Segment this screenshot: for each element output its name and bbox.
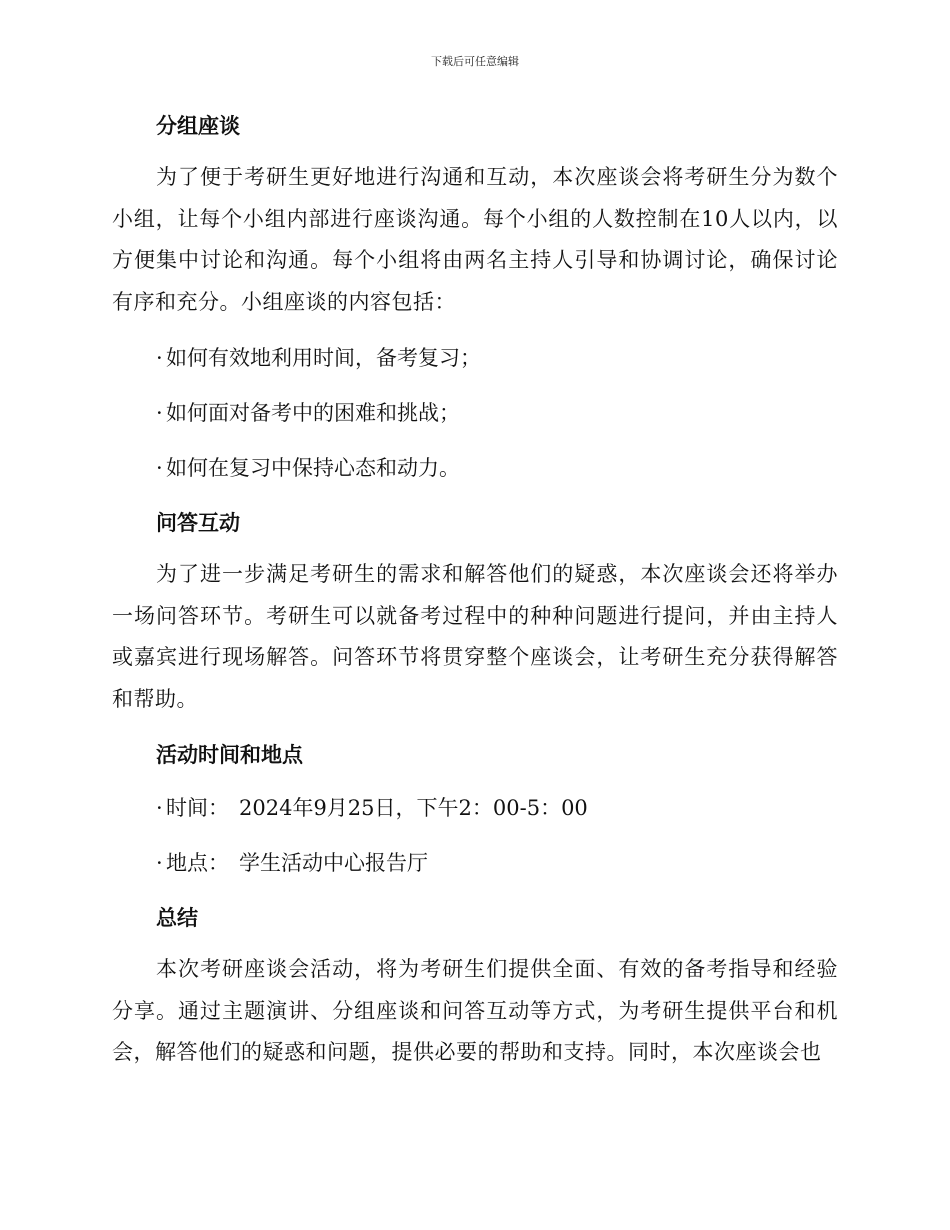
section-body-qa: 为了进一步满足考研生的需求和解答他们的疑惑，本次座谈会还将举办一场问答环节。考研生可以就备考过程中的种种问题进行提问，并由主持人或嘉宾进行现场解答。问答环节将贯穿整个座谈会，让考研生充分获得解答和帮助。	[112, 562, 838, 711]
list-item-place	[112, 841, 838, 896]
place-value: 学生活动中心报告厅	[239, 851, 428, 875]
section-body-summary: 本次考研座谈会活动，将为考研生们提供全面、有效的备考指导和经验分享。通过主题演讲、分组座谈和问答互动等方式，为考研生提供平台和机会，解答他们的疑惑和问题，提供必要的帮助和支持。同时，本次座谈会也	[112, 957, 838, 1064]
bullet-dot: ·	[156, 796, 163, 820]
bullet-dot: ·	[156, 401, 163, 425]
place-label: 地点：	[166, 851, 229, 875]
bullet-text: 如何有效地利用时间，备考复习；	[166, 346, 481, 370]
list-item	[112, 391, 838, 446]
section-title-summary: 总结	[156, 906, 198, 930]
time-label: 时间：	[166, 796, 229, 820]
list-item	[112, 336, 838, 391]
time-value: 2024年9月25日，下午2：00-5：00	[239, 796, 588, 820]
list-item	[112, 446, 838, 501]
section-title-qa: 问答互动	[156, 511, 240, 535]
section-body-group: 为了便于考研生更好地进行沟通和互动，本次座谈会将考研生分为数个小组，让每个小组内部进行座谈沟通。每个小组的人数控制在10人以内，以方便集中讨论和沟通。每个小组将由两名主持人引导和协调讨论，确保讨论有序和充分。小组座谈的内容包括：	[112, 165, 838, 314]
section-title-time-place: 活动时间和地点	[156, 743, 303, 767]
list-item-time	[112, 786, 838, 841]
bullet-dot: ·	[156, 346, 163, 370]
bullet-dot: ·	[156, 456, 163, 480]
bullet-text: 如何面对备考中的困难和挑战；	[166, 401, 460, 425]
document-page	[112, 104, 838, 1074]
page-header-note: 下载后可任意编辑	[431, 55, 519, 68]
bullet-text: 如何在复习中保持心态和动力。	[166, 456, 460, 480]
bullet-dot: ·	[156, 851, 163, 875]
section-title-group: 分组座谈	[156, 114, 240, 138]
